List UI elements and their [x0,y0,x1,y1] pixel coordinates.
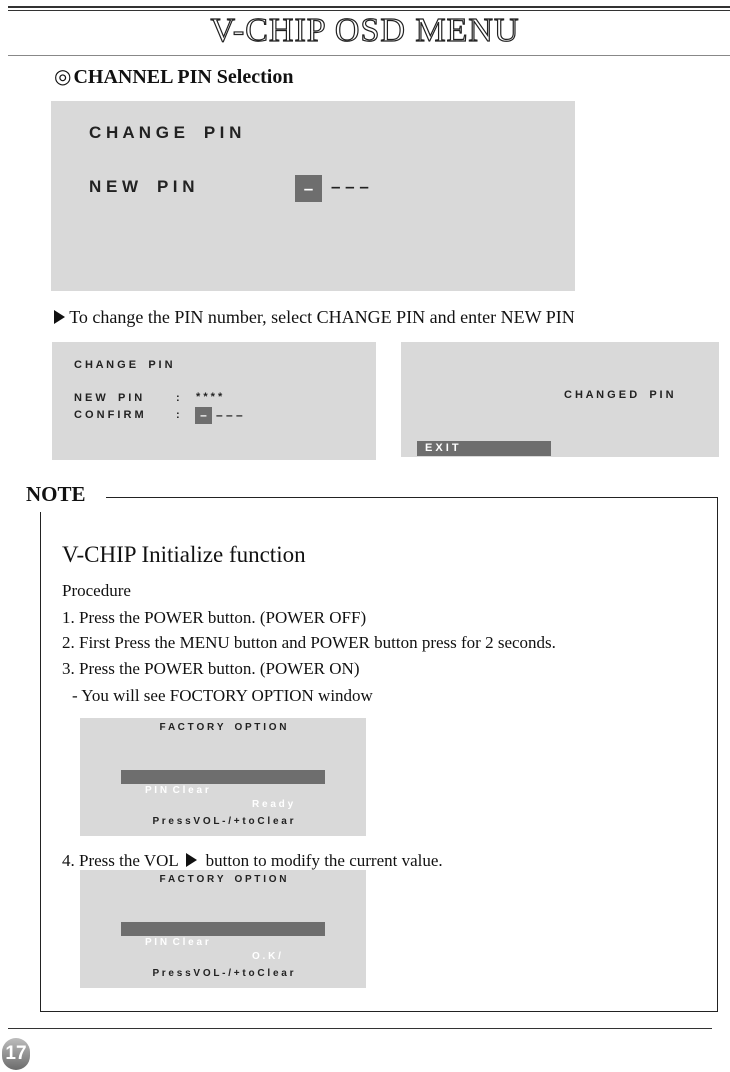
factory2-title: F A C T O R Y O P T I O N [159,874,287,885]
bottom-rule [8,1028,712,1029]
note-label: NOTE [26,482,86,506]
osd2-confirm-label: C O N F I R M [74,409,144,421]
factory1-status: R e a d y [252,799,294,810]
osd2-colon-2: : [176,409,180,421]
note-box-bottom [40,1011,718,1012]
instruction-text: To change the PIN number, select CHANGE PIN and enter NEW PIN [69,307,575,327]
osd2-new-pin-label: N E W P I N [74,392,143,404]
note-step-3-sub: - You will see FOCTORY OPTION window [72,686,373,705]
double-circle-icon: ◎ [54,66,72,88]
pin-digit-cursor[interactable]: – [295,175,322,202]
top-rule-thin [8,10,730,11]
note-step-2: 2. First Press the MENU button and POWER button press for 2 seconds. [62,633,556,652]
factory2-hint: P r e s s V O L - / + t o C l e a r [152,968,294,979]
note-step-4 [62,851,443,871]
factory1-pin-clear-label: P I N C l e a r [145,785,209,796]
factory1-title: F A C T O R Y O P T I O N [159,722,287,733]
pin-digits-remaining: – – – [331,177,369,196]
osd-changed-pin-screen [401,342,719,457]
vol-right-arrow-icon [186,853,197,867]
factory2-pin-clear-row[interactable] [121,922,325,962]
factory2-status: O . K / [252,951,281,962]
note-step-4-pre: 4. Press the VOL [62,851,179,870]
osd-change-pin-label: C H A N G E P I N [89,123,242,142]
play-triangle-icon [54,310,65,324]
note-box-top [106,497,718,498]
osd3-changed-pin-label: C H A N G E D P I N [564,389,674,401]
note-box-left [40,512,41,1012]
factory2-pin-clear-label: P I N C l e a r [145,937,209,948]
confirm-digit-cursor[interactable]: – [195,407,212,424]
instruction-line [54,307,575,328]
osd-confirm-pin-screen [52,342,376,460]
section-title [54,64,293,89]
note-heading: V-CHIP Initialize function [62,542,306,567]
factory-option-screen-ok [80,870,366,988]
osd2-colon-1: : [176,392,180,404]
page-number-badge: 17 [2,1038,30,1070]
osd2-new-pin-value: * * * * [196,391,223,403]
note-procedure: Procedure [62,581,131,600]
section-title-text: CHANNEL PIN Selection [73,66,294,88]
confirm-digits-remaining: – – – [216,408,243,422]
factory-option-screen-ready [80,718,366,836]
note-box-right [717,497,718,1012]
note-step-3: 3. Press the POWER button. (POWER ON) [62,659,360,678]
note-step-4-post: button to modify the current value. [205,851,443,870]
osd-new-pin-label: N E W P I N [89,177,195,196]
title-underline [8,55,730,56]
osd2-change-pin-label: C H A N G E P I N [74,359,173,371]
factory1-pin-clear-row[interactable] [121,770,325,810]
top-rule-thick [8,6,730,8]
page-title: V-CHIP OSD MENU [210,12,520,49]
osd-change-pin-screen [51,101,575,291]
factory1-hint: P r e s s V O L - / + t o C l e a r [152,816,294,827]
note-step-1: 1. Press the POWER button. (POWER OFF) [62,608,367,627]
exit-button[interactable]: E X I T [417,441,551,456]
